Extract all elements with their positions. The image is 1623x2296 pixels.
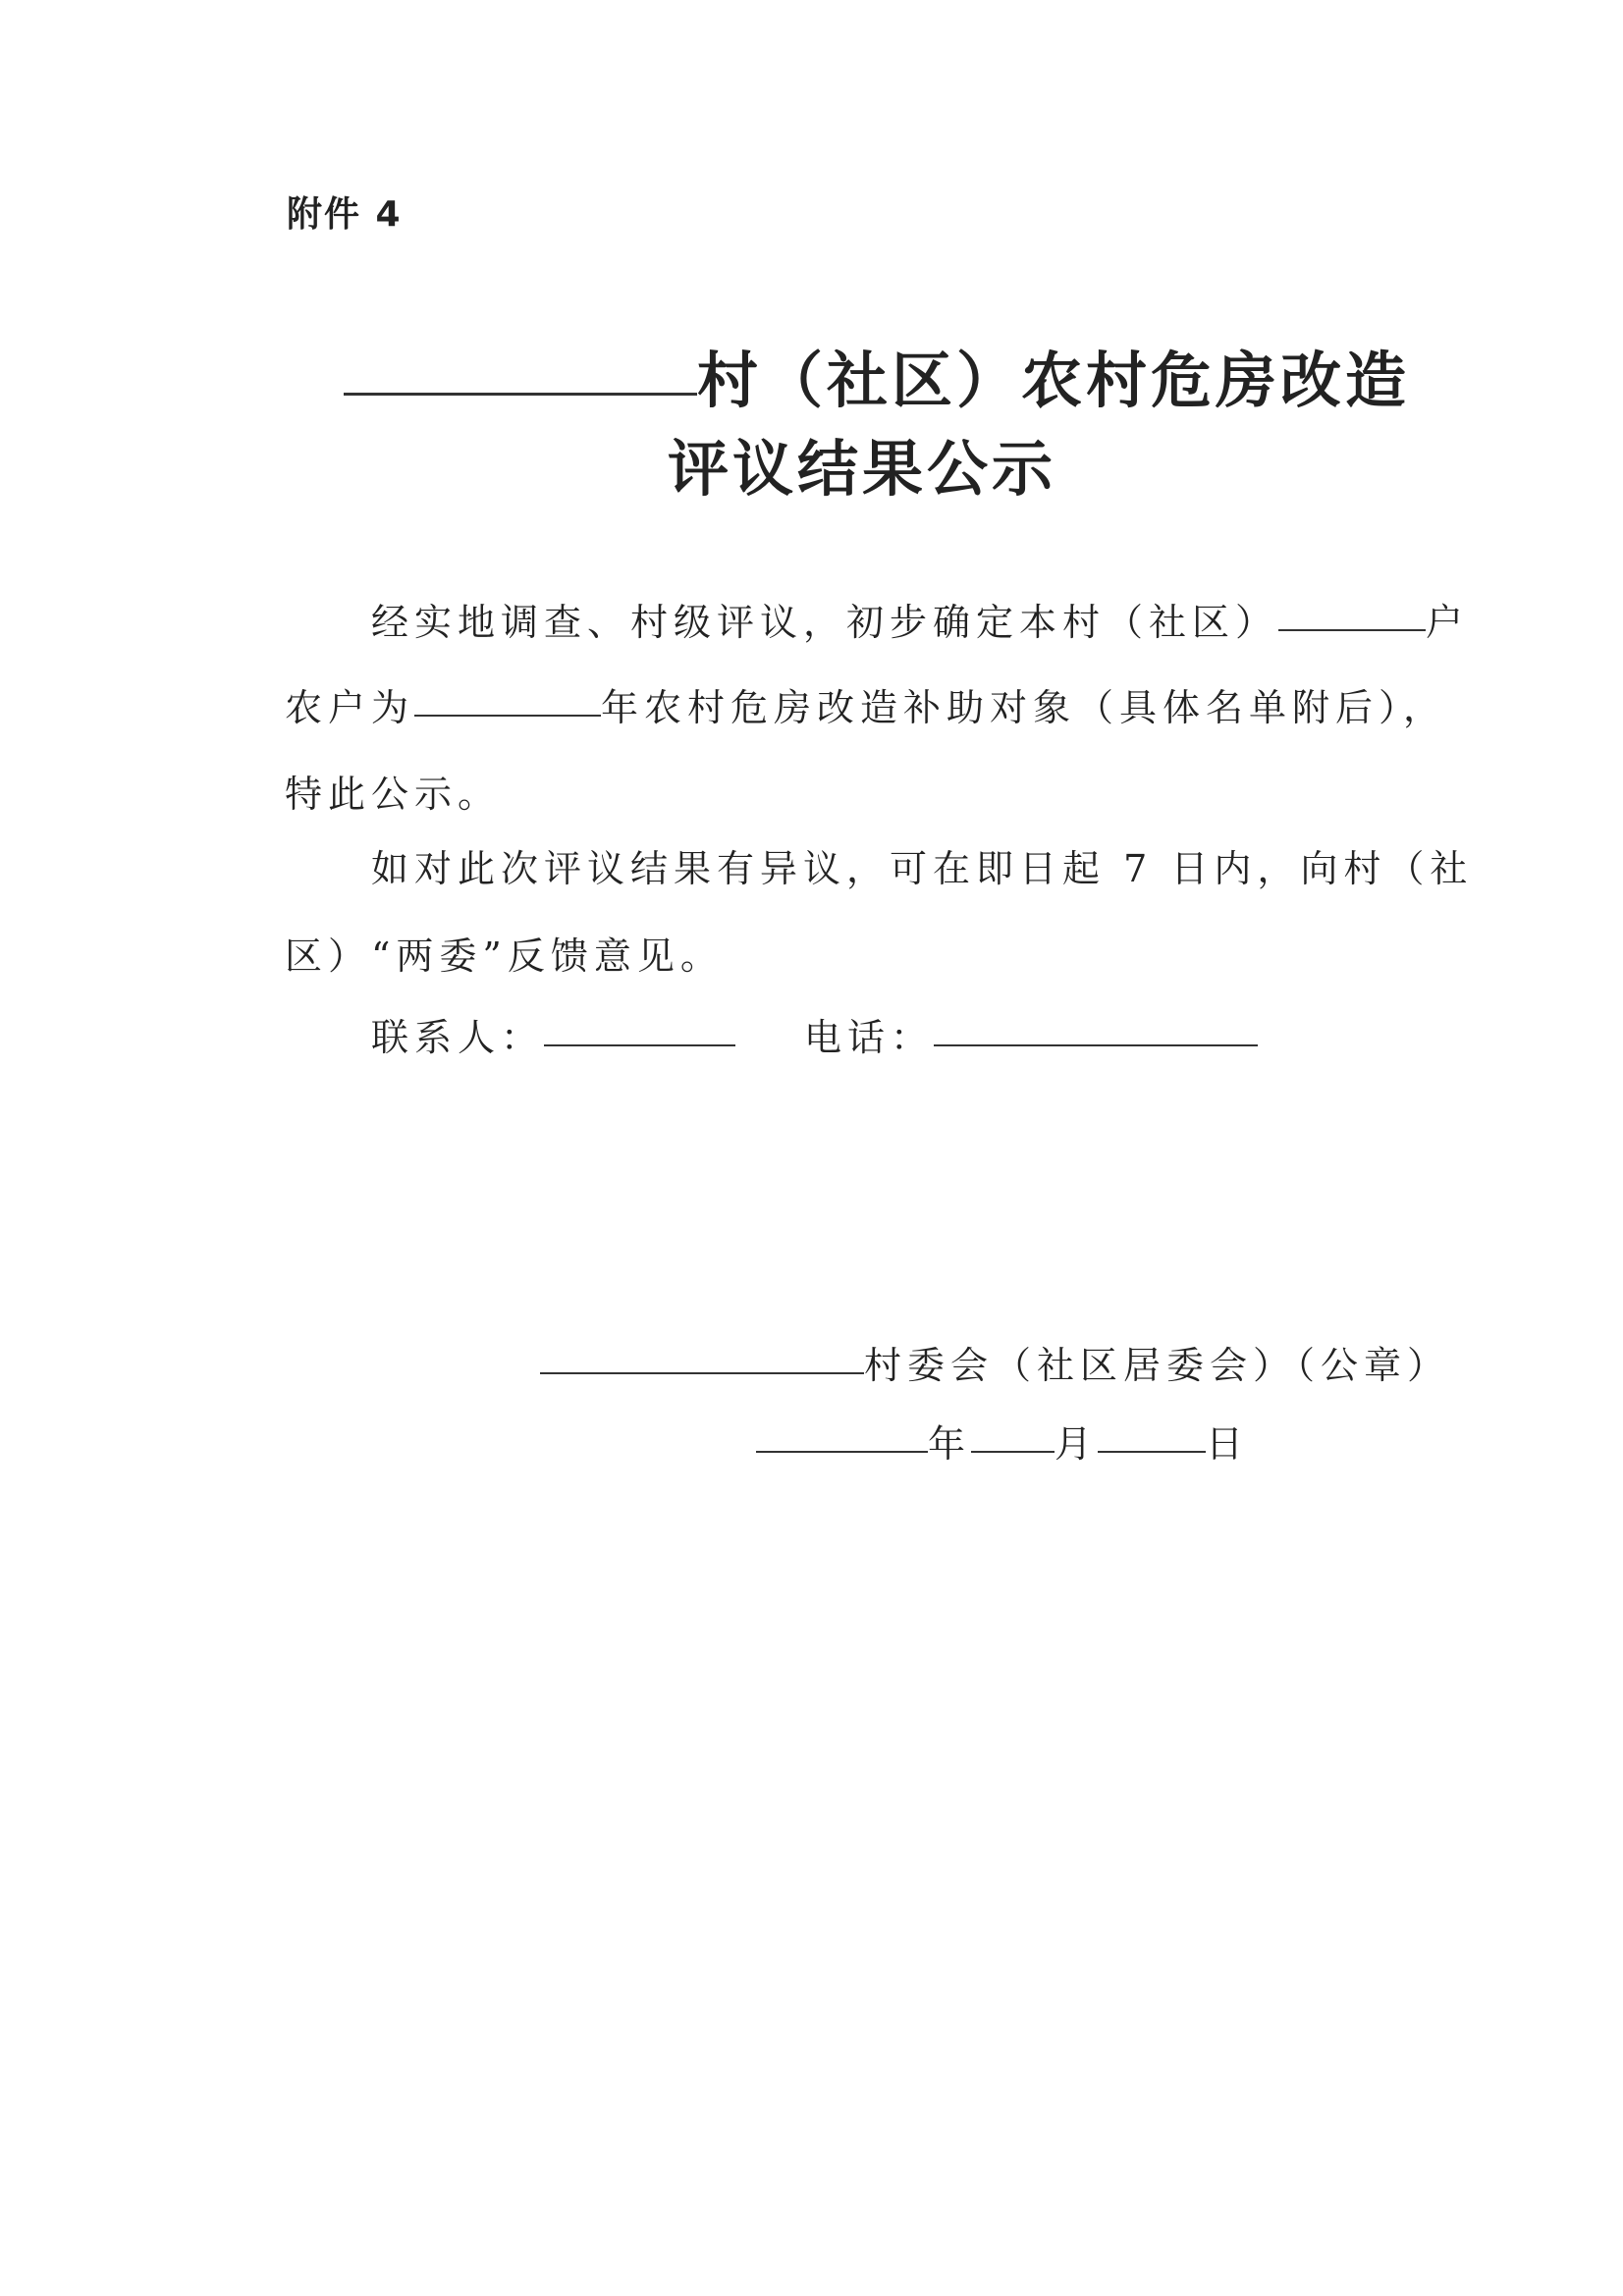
date-day-blank[interactable] [1098, 1450, 1206, 1453]
contact-label: 联系人： [371, 1016, 545, 1059]
phone-number-blank[interactable] [934, 1043, 1258, 1046]
phone-label: 电话： [804, 1016, 935, 1059]
paragraph-1-text-c: 农户为 [285, 686, 415, 729]
attachment-label: 附件 4 [287, 194, 403, 235]
title-line-1 [344, 332, 1410, 419]
title-line-2: 评议结果公示 [668, 433, 1057, 505]
date-month-label: 月 [1055, 1422, 1099, 1466]
date-year-blank[interactable] [756, 1450, 928, 1453]
paragraph-1-text-a: 经实地调查、村级评议，初步确定本村（社区） [371, 601, 1279, 644]
signature-org-line [540, 1344, 1451, 1387]
contact-name-blank[interactable] [544, 1043, 735, 1046]
village-name-blank[interactable] [344, 392, 697, 396]
paragraph-1-text-d: 年农村危房改造补助对象（具体名单附后）， [601, 686, 1447, 729]
paragraph-1-line-3: 特此公示。 [285, 773, 502, 816]
contact-line [371, 1016, 1258, 1059]
village-committee-blank[interactable] [540, 1371, 864, 1374]
date-month-blank[interactable] [971, 1450, 1055, 1453]
paragraph-1-line-2 [285, 686, 1447, 729]
year-blank[interactable] [414, 714, 601, 717]
signature-org-suffix: 村委会（社区居委会）（公章） [864, 1344, 1451, 1387]
signature-date-line [756, 1422, 1250, 1466]
date-year-label: 年 [928, 1422, 972, 1466]
paragraph-2-line-2: 区）“两委”反馈意见。 [285, 934, 724, 978]
paragraph-1-text-b: 户 [1426, 601, 1470, 644]
paragraph-2-line-1: 如对此次评议结果有异议，可在即日起 7 日内，向村（社 [371, 847, 1474, 890]
date-day-label: 日 [1206, 1422, 1250, 1466]
title-suffix: 村（社区）农村危房改造 [697, 345, 1411, 416]
household-count-blank[interactable] [1278, 628, 1426, 631]
paragraph-1-line-1 [371, 601, 1470, 644]
